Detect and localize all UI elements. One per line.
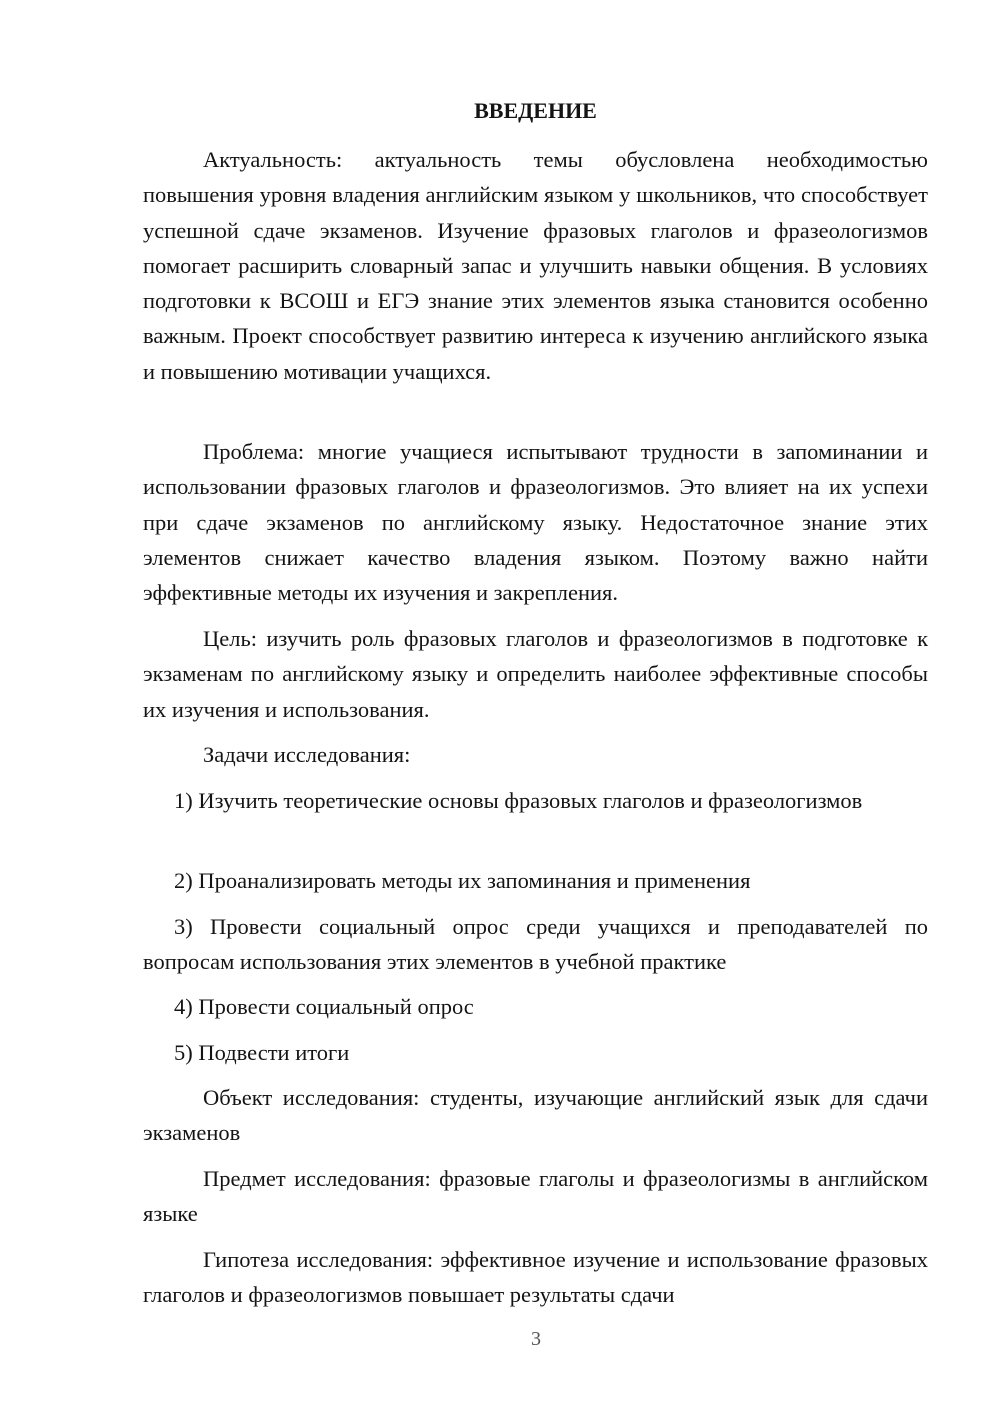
object-paragraph: Объект исследования: студенты, изучающие английский язык для сдачи экзаменов — [143, 1085, 928, 1146]
tasks-heading: Задачи исследования: — [203, 742, 411, 767]
goal-paragraph: Цель: изучить роль фразовых глаголов и фразеологизмов в подготовке к экзаменам по английскому языку и определить наиболее эффективные способы их изучения и использования. — [143, 626, 928, 722]
task-item-3: 3) Провести социальный опрос среди учащихся и преподавателей по вопросам использования этих элементов в учебной практике — [143, 914, 928, 975]
task-item-5: 5) Подвести итоги — [174, 1040, 350, 1065]
section-heading: ВВЕДЕНИЕ — [474, 98, 597, 123]
relevance-paragraph: Актуальность: актуальность темы обусловлена необходимостью повышения уровня владения английским языком у школьников, что способствует успешной сдаче экзаменов. Изучение фразовых глаголов и фразеологизмов помогает расширить словарный запас и улучшить навыки общения. В условиях подготовки к ВСОШ и ЕГЭ знание этих элементов языка становится особенно важным. Проект способствует развитию интереса к изучению английского языка и повышению мотивации учащихся. — [143, 147, 928, 384]
page-number: 3 — [531, 1328, 541, 1350]
task-item-1: 1) Изучить теоретические основы фразовых глаголов и фразеологизмов — [174, 788, 863, 813]
problem-paragraph: Проблема: многие учащиеся испытывают трудности в запоминании и использовании фразовых глаголов и фразеологизмов. Это влияет на их успехи при сдаче экзаменов по английскому языку. Недостаточное знание этих элементов снижает качество владения языком. Поэтому важно найти эффективные методы их изучения и закрепления. — [143, 439, 928, 606]
subject-paragraph: Предмет исследования: фразовые глаголы и фразеологизмы в английском языке — [143, 1166, 928, 1227]
hypothesis-paragraph: Гипотеза исследования: эффективное изучение и использование фразовых глаголов и фразеологизмов повышает результаты сдачи — [143, 1247, 928, 1308]
task-item-2: 2) Проанализировать методы их запоминания и применения — [174, 868, 751, 893]
task-item-4: 4) Провести социальный опрос — [174, 994, 474, 1019]
